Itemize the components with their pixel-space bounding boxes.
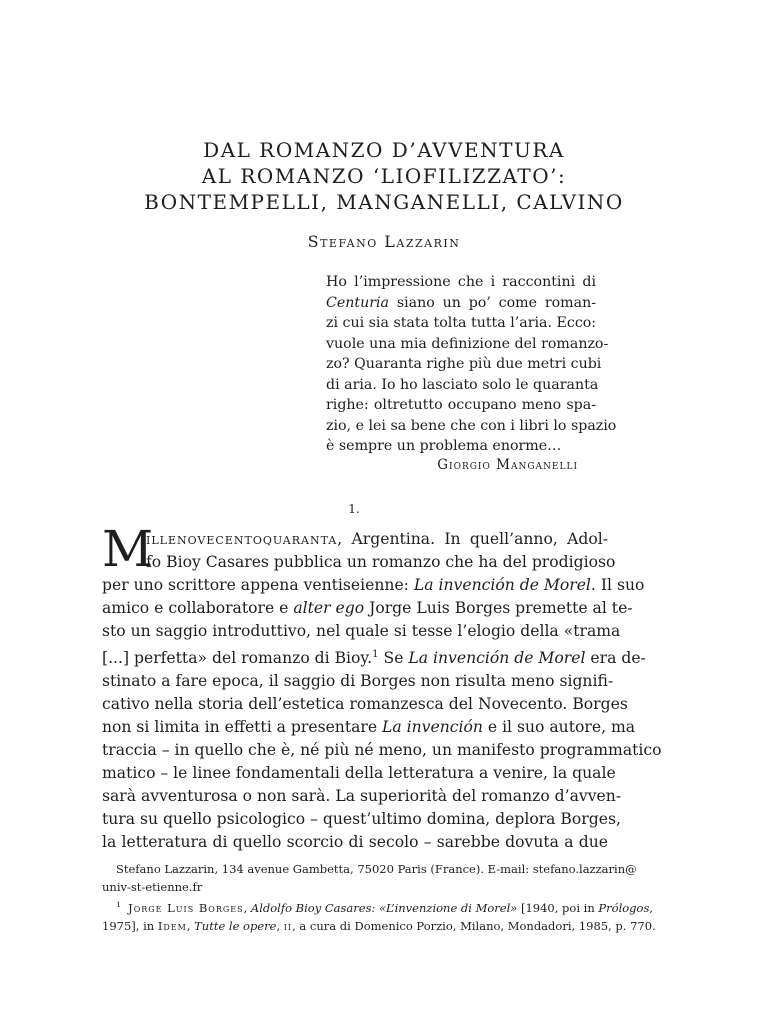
author-address-cont: univ-st-etienne.fr <box>102 880 203 894</box>
author-address: Stefano Lazzarin, 134 avenue Gambetta, 75020 Paris (France). E-mail: stefano.lazzarin@ <box>116 862 637 876</box>
body-line: tura su quello psicologico – quest’ultimo domina, deplora Borges, <box>102 810 621 829</box>
body-line: fo Bioy Casares pubblica un romanzo che ha del prodigioso <box>146 553 616 571</box>
title-line-1: DAL ROMANZO D’AVVENTURA <box>203 138 565 162</box>
body-line: la letteratura di quello scorcio di secolo – sarebbe dovuta a due <box>102 833 608 852</box>
article-author: Stefano Lazzarin <box>307 232 461 251</box>
article-title <box>0 137 768 215</box>
epigraph-line: vuole una mia definizione del romanzo- <box>326 335 609 352</box>
epigraph-line: di aria. Io ho lasciato solo le quaranta <box>326 376 599 393</box>
footnotes <box>102 860 656 935</box>
body-line: per uno scrittore appena ventiseienne: La invención de Morel. Il suo <box>102 576 645 594</box>
footnote-1-cont: 1975], in Idem, Tutte le opere, ii, a cura di Domenico Porzio, Milano, Mondadori, 1985, p. 770. <box>102 918 656 933</box>
epigraph-book-title: Centuria <box>326 294 390 311</box>
body-line: illenovecentoquaranta, Argentina. In quell’anno, Adol- <box>146 530 608 548</box>
epigraph <box>326 272 617 457</box>
body-line: cativo nella storia dell’estetica romanzesca del Novecento. Borges <box>102 695 628 714</box>
body-line: sarà avventurosa o non sarà. La superiorità del romanzo d’avven- <box>102 787 622 806</box>
body-line: traccia – in quello che è, né più né meno, un manifesto programmatico <box>102 741 662 760</box>
epigraph-line: Ho l’impressione che i raccontini di <box>326 274 596 290</box>
footnote-ref[interactable]: 1 <box>372 649 379 660</box>
epigraph-line: righe: oltretutto occupano meno spa- <box>326 397 596 413</box>
epigraph-line: è sempre un problema enorme… <box>326 438 562 454</box>
body-line: stinato a fare epoca, il saggio di Borges non risulta meno signifi- <box>102 672 614 691</box>
epigraph-line: Centuria siano un po’ come roman- <box>326 294 596 311</box>
epigraph-line: zi cui sia stata tolta tutta l’aria. Ecco: <box>326 315 597 331</box>
body-line: non si limita in effetti a presentare La invención e il suo autore, ma <box>102 718 636 737</box>
drop-cap: M <box>102 520 154 578</box>
epigraph-line: zo? Quaranta righe più due metri cubi <box>326 356 602 372</box>
body-line: matico – le linee fondamentali della letteratura a venire, la quale <box>102 764 616 783</box>
body-line: amico e collaboratore e alter ego Jorge Luis Borges premette al te- <box>102 599 633 617</box>
title-line-3: BONTEMPELLI, MANGANELLI, CALVINO <box>144 190 624 214</box>
section-number: 1. <box>348 502 360 516</box>
body-line: [...] perfetta» del romanzo di Bioy.$^1$ Se La invención de Morel era de- <box>102 649 646 668</box>
body-text <box>102 528 662 854</box>
epigraph-author: Giorgio Manganelli <box>437 457 578 473</box>
body-line: sto un saggio introduttivo, nel quale si tesse l’elogio della «trama <box>102 622 621 640</box>
footnote-1: $^1$ Jorge Luis Borges, Aldolfo Bioy Casares: «L’invenzione di Morel» [1940, poi in Prólogos, <box>116 900 654 915</box>
title-line-2: AL ROMANZO ‘LIOFILIZZATO’: <box>201 164 567 188</box>
epigraph-line: zio, e lei sa bene che con i libri lo spazio <box>326 417 617 434</box>
